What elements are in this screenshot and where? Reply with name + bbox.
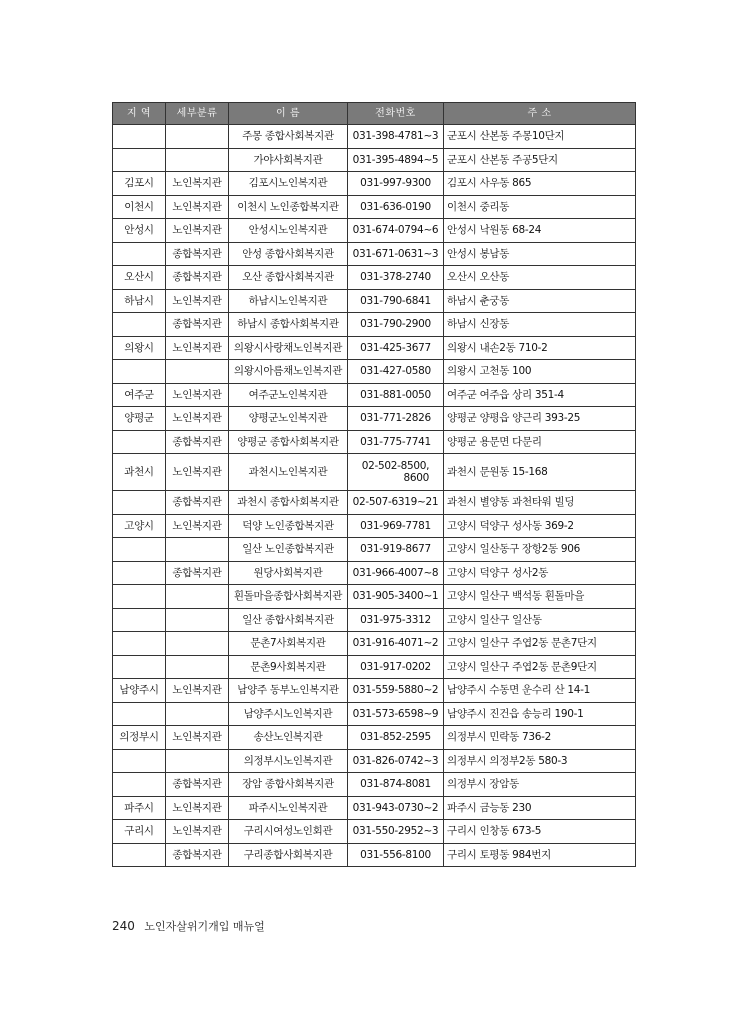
phone-cell: 031-398-4781~3 bbox=[348, 125, 444, 149]
phone-cell: 031-671-0631~3 bbox=[348, 242, 444, 266]
table-row bbox=[113, 430, 636, 454]
category-cell: 노인복지관 bbox=[166, 383, 229, 407]
phone-cell: 031-559-5880~2 bbox=[348, 679, 444, 703]
table-row bbox=[113, 843, 636, 867]
region-cell bbox=[113, 773, 166, 797]
phone-cell: 031-427-0580 bbox=[348, 360, 444, 384]
address-cell: 이천시 중리동 bbox=[444, 195, 636, 219]
address-cell: 고양시 일산동구 장항2동 906 bbox=[444, 538, 636, 562]
category-cell: 노인복지관 bbox=[166, 336, 229, 360]
name-cell: 하남시노인복지관 bbox=[229, 289, 348, 313]
category-cell: 종합복지관 bbox=[166, 266, 229, 290]
table-row bbox=[113, 608, 636, 632]
region-cell: 남양주시 bbox=[113, 679, 166, 703]
address-cell: 오산시 오산동 bbox=[444, 266, 636, 290]
table-row bbox=[113, 360, 636, 384]
phone-cell: 031-775-7741 bbox=[348, 430, 444, 454]
welfare-center-table bbox=[112, 102, 636, 867]
table-row bbox=[113, 796, 636, 820]
address-cell: 여주군 여주읍 상리 351-4 bbox=[444, 383, 636, 407]
name-cell: 남양주시노인복지관 bbox=[229, 702, 348, 726]
name-cell: 여주군노인복지관 bbox=[229, 383, 348, 407]
address-cell: 구리시 인창동 673-5 bbox=[444, 820, 636, 844]
phone-cell: 031-771-2826 bbox=[348, 407, 444, 431]
region-cell bbox=[113, 561, 166, 585]
table-row bbox=[113, 655, 636, 679]
address-cell: 의정부시 민락동 736-2 bbox=[444, 726, 636, 750]
phone-cell: 031-881-0050 bbox=[348, 383, 444, 407]
table-body bbox=[113, 125, 636, 867]
table-row bbox=[113, 726, 636, 750]
table-row bbox=[113, 749, 636, 773]
page-footer bbox=[112, 918, 265, 934]
table-row bbox=[113, 383, 636, 407]
category-cell: 노인복지관 bbox=[166, 679, 229, 703]
table-row bbox=[113, 561, 636, 585]
table-row bbox=[113, 632, 636, 656]
name-cell: 원당사회복지관 bbox=[229, 561, 348, 585]
name-cell: 송산노인복지관 bbox=[229, 726, 348, 750]
category-cell bbox=[166, 655, 229, 679]
name-cell: 주몽 종합사회복지관 bbox=[229, 125, 348, 149]
address-cell: 양평군 양평읍 양근리 393-25 bbox=[444, 407, 636, 431]
header-region: 지 역 bbox=[113, 103, 166, 125]
name-cell: 문촌9사회복지관 bbox=[229, 655, 348, 679]
category-cell: 노인복지관 bbox=[166, 289, 229, 313]
category-cell: 종합복지관 bbox=[166, 313, 229, 337]
region-cell bbox=[113, 749, 166, 773]
address-cell: 군포시 산본동 주몽10단지 bbox=[444, 125, 636, 149]
name-cell: 양평군노인복지관 bbox=[229, 407, 348, 431]
table-row bbox=[113, 773, 636, 797]
category-cell bbox=[166, 148, 229, 172]
region-cell bbox=[113, 632, 166, 656]
phone-cell: 031-790-2900 bbox=[348, 313, 444, 337]
phone-cell: 031-674-0794~6 bbox=[348, 219, 444, 243]
region-cell: 과천시 bbox=[113, 454, 166, 491]
table-row bbox=[113, 289, 636, 313]
name-cell: 일산 종합사회복지관 bbox=[229, 608, 348, 632]
address-cell: 안성시 낙원동 68-24 bbox=[444, 219, 636, 243]
table-row bbox=[113, 538, 636, 562]
category-cell: 종합복지관 bbox=[166, 561, 229, 585]
phone-cell: 031-905-3400~1 bbox=[348, 585, 444, 609]
phone-cell: 031-966-4007~8 bbox=[348, 561, 444, 585]
region-cell: 고양시 bbox=[113, 514, 166, 538]
table-row bbox=[113, 407, 636, 431]
region-cell bbox=[113, 430, 166, 454]
name-cell: 오산 종합사회복지관 bbox=[229, 266, 348, 290]
table-header-row bbox=[113, 103, 636, 125]
phone-cell: 031-852-2595 bbox=[348, 726, 444, 750]
category-cell: 노인복지관 bbox=[166, 726, 229, 750]
phone-cell: 031-378-2740 bbox=[348, 266, 444, 290]
address-cell: 고양시 덕양구 성사2동 bbox=[444, 561, 636, 585]
category-cell: 종합복지관 bbox=[166, 242, 229, 266]
region-cell bbox=[113, 242, 166, 266]
address-cell: 의정부시 의정부2동 580-3 bbox=[444, 749, 636, 773]
category-cell: 종합복지관 bbox=[166, 430, 229, 454]
address-cell: 고양시 일산구 일산동 bbox=[444, 608, 636, 632]
category-cell: 노인복지관 bbox=[166, 454, 229, 491]
phone-cell: 031-573-6598~9 bbox=[348, 702, 444, 726]
address-cell: 의정부시 장암동 bbox=[444, 773, 636, 797]
table-row bbox=[113, 454, 636, 491]
table-row bbox=[113, 491, 636, 515]
header-phone: 전화번호 bbox=[348, 103, 444, 125]
table-row bbox=[113, 219, 636, 243]
address-cell: 양평군 용문면 다문리 bbox=[444, 430, 636, 454]
table-row bbox=[113, 585, 636, 609]
name-cell: 안성시노인복지관 bbox=[229, 219, 348, 243]
region-cell: 오산시 bbox=[113, 266, 166, 290]
name-cell: 의정부시노인복지관 bbox=[229, 749, 348, 773]
category-cell: 노인복지관 bbox=[166, 407, 229, 431]
address-cell: 김포시 사우동 865 bbox=[444, 172, 636, 196]
address-cell: 고양시 일산구 백석동 흰돌마을 bbox=[444, 585, 636, 609]
name-cell: 과천시노인복지관 bbox=[229, 454, 348, 491]
header-category: 세부분류 bbox=[166, 103, 229, 125]
region-cell bbox=[113, 125, 166, 149]
address-cell: 안성시 봉남동 bbox=[444, 242, 636, 266]
table-row bbox=[113, 820, 636, 844]
phone-cell: 031-425-3677 bbox=[348, 336, 444, 360]
category-cell bbox=[166, 608, 229, 632]
name-cell: 하남시 종합사회복지관 bbox=[229, 313, 348, 337]
phone-cell: 031-917-0202 bbox=[348, 655, 444, 679]
phone-cell: 031-636-0190 bbox=[348, 195, 444, 219]
address-cell: 파주시 금능동 230 bbox=[444, 796, 636, 820]
region-cell bbox=[113, 585, 166, 609]
name-cell: 가야사회복지관 bbox=[229, 148, 348, 172]
region-cell bbox=[113, 702, 166, 726]
category-cell bbox=[166, 702, 229, 726]
table-row bbox=[113, 266, 636, 290]
table-row bbox=[113, 702, 636, 726]
region-cell: 의왕시 bbox=[113, 336, 166, 360]
address-cell: 남양주시 진건읍 송능리 190-1 bbox=[444, 702, 636, 726]
table-row bbox=[113, 313, 636, 337]
region-cell: 양평군 bbox=[113, 407, 166, 431]
address-cell: 고양시 덕양구 성사동 369-2 bbox=[444, 514, 636, 538]
address-cell: 고양시 일산구 주엽2동 문촌7단지 bbox=[444, 632, 636, 656]
address-cell: 남양주시 수동면 운수리 산 14-1 bbox=[444, 679, 636, 703]
category-cell: 노인복지관 bbox=[166, 514, 229, 538]
phone-cell: 031-969-7781 bbox=[348, 514, 444, 538]
phone-cell: 031-550-2952~3 bbox=[348, 820, 444, 844]
category-cell: 노인복지관 bbox=[166, 195, 229, 219]
name-cell: 장암 종합사회복지관 bbox=[229, 773, 348, 797]
name-cell: 덕양 노인종합복지관 bbox=[229, 514, 348, 538]
name-cell: 구리종합사회복지관 bbox=[229, 843, 348, 867]
page-number: 240 bbox=[112, 919, 135, 933]
category-cell bbox=[166, 632, 229, 656]
name-cell: 과천시 종합사회복지관 bbox=[229, 491, 348, 515]
name-cell: 구리시여성노인회관 bbox=[229, 820, 348, 844]
name-cell: 안성 종합사회복지관 bbox=[229, 242, 348, 266]
name-cell: 의왕시아름채노인복지관 bbox=[229, 360, 348, 384]
table-row bbox=[113, 148, 636, 172]
region-cell bbox=[113, 491, 166, 515]
phone-cell: 031-997-9300 bbox=[348, 172, 444, 196]
region-cell: 의정부시 bbox=[113, 726, 166, 750]
phone-cell: 031-556-8100 bbox=[348, 843, 444, 867]
address-cell: 구리시 토평동 984번지 bbox=[444, 843, 636, 867]
region-cell: 이천시 bbox=[113, 195, 166, 219]
phone-line-1: 02-502-8500, bbox=[361, 460, 430, 472]
category-cell: 노인복지관 bbox=[166, 219, 229, 243]
region-cell: 파주시 bbox=[113, 796, 166, 820]
region-cell bbox=[113, 655, 166, 679]
region-cell bbox=[113, 360, 166, 384]
category-cell: 종합복지관 bbox=[166, 491, 229, 515]
category-cell: 노인복지관 bbox=[166, 796, 229, 820]
address-cell: 하남시 신장동 bbox=[444, 313, 636, 337]
table-row bbox=[113, 679, 636, 703]
category-cell bbox=[166, 585, 229, 609]
region-cell bbox=[113, 313, 166, 337]
phone-cell: 031-975-3312 bbox=[348, 608, 444, 632]
name-cell: 일산 노인종합복지관 bbox=[229, 538, 348, 562]
phone-cell: 02-507-6319~21 bbox=[348, 491, 444, 515]
address-cell: 고양시 일산구 주엽2동 문촌9단지 bbox=[444, 655, 636, 679]
name-cell: 김포시노인복지관 bbox=[229, 172, 348, 196]
name-cell: 흰돌마을종합사회복지관 bbox=[229, 585, 348, 609]
table-row bbox=[113, 514, 636, 538]
category-cell: 노인복지관 bbox=[166, 172, 229, 196]
region-cell bbox=[113, 538, 166, 562]
name-cell: 남양주 동부노인복지관 bbox=[229, 679, 348, 703]
category-cell bbox=[166, 749, 229, 773]
phone-cell: 031-916-4071~2 bbox=[348, 632, 444, 656]
phone-cell: 031-943-0730~2 bbox=[348, 796, 444, 820]
address-cell: 의왕시 내손2동 710-2 bbox=[444, 336, 636, 360]
phone-cell bbox=[348, 454, 444, 491]
name-cell: 양평군 종합사회복지관 bbox=[229, 430, 348, 454]
region-cell: 여주군 bbox=[113, 383, 166, 407]
header-address: 주 소 bbox=[444, 103, 636, 125]
address-cell: 의왕시 고천동 100 bbox=[444, 360, 636, 384]
header-name: 이 름 bbox=[229, 103, 348, 125]
phone-line-2: 8600 bbox=[403, 472, 429, 484]
address-cell: 하남시 춘궁동 bbox=[444, 289, 636, 313]
address-cell: 과천시 별양동 과천타워 빌딩 bbox=[444, 491, 636, 515]
region-cell bbox=[113, 608, 166, 632]
address-cell: 군포시 산본동 주공5단지 bbox=[444, 148, 636, 172]
category-cell bbox=[166, 360, 229, 384]
region-cell: 구리시 bbox=[113, 820, 166, 844]
region-cell: 김포시 bbox=[113, 172, 166, 196]
category-cell: 노인복지관 bbox=[166, 820, 229, 844]
phone-cell: 031-919-8677 bbox=[348, 538, 444, 562]
category-cell bbox=[166, 538, 229, 562]
category-cell bbox=[166, 125, 229, 149]
address-cell: 과천시 문원동 15-168 bbox=[444, 454, 636, 491]
phone-cell: 031-395-4894~5 bbox=[348, 148, 444, 172]
footer-title: 노인자살위기개입 매뉴얼 bbox=[144, 920, 265, 933]
region-cell: 하남시 bbox=[113, 289, 166, 313]
phone-cell: 031-874-8081 bbox=[348, 773, 444, 797]
phone-cell: 031-790-6841 bbox=[348, 289, 444, 313]
category-cell: 종합복지관 bbox=[166, 773, 229, 797]
name-cell: 이천시 노인종합복지관 bbox=[229, 195, 348, 219]
name-cell: 의왕시사랑채노인복지관 bbox=[229, 336, 348, 360]
table-row bbox=[113, 336, 636, 360]
phone-cell: 031-826-0742~3 bbox=[348, 749, 444, 773]
region-cell: 안성시 bbox=[113, 219, 166, 243]
name-cell: 파주시노인복지관 bbox=[229, 796, 348, 820]
table-row bbox=[113, 172, 636, 196]
category-cell: 종합복지관 bbox=[166, 843, 229, 867]
region-cell bbox=[113, 843, 166, 867]
region-cell bbox=[113, 148, 166, 172]
name-cell: 문촌7사회복지관 bbox=[229, 632, 348, 656]
table-row bbox=[113, 242, 636, 266]
table-row bbox=[113, 125, 636, 149]
table-row bbox=[113, 195, 636, 219]
